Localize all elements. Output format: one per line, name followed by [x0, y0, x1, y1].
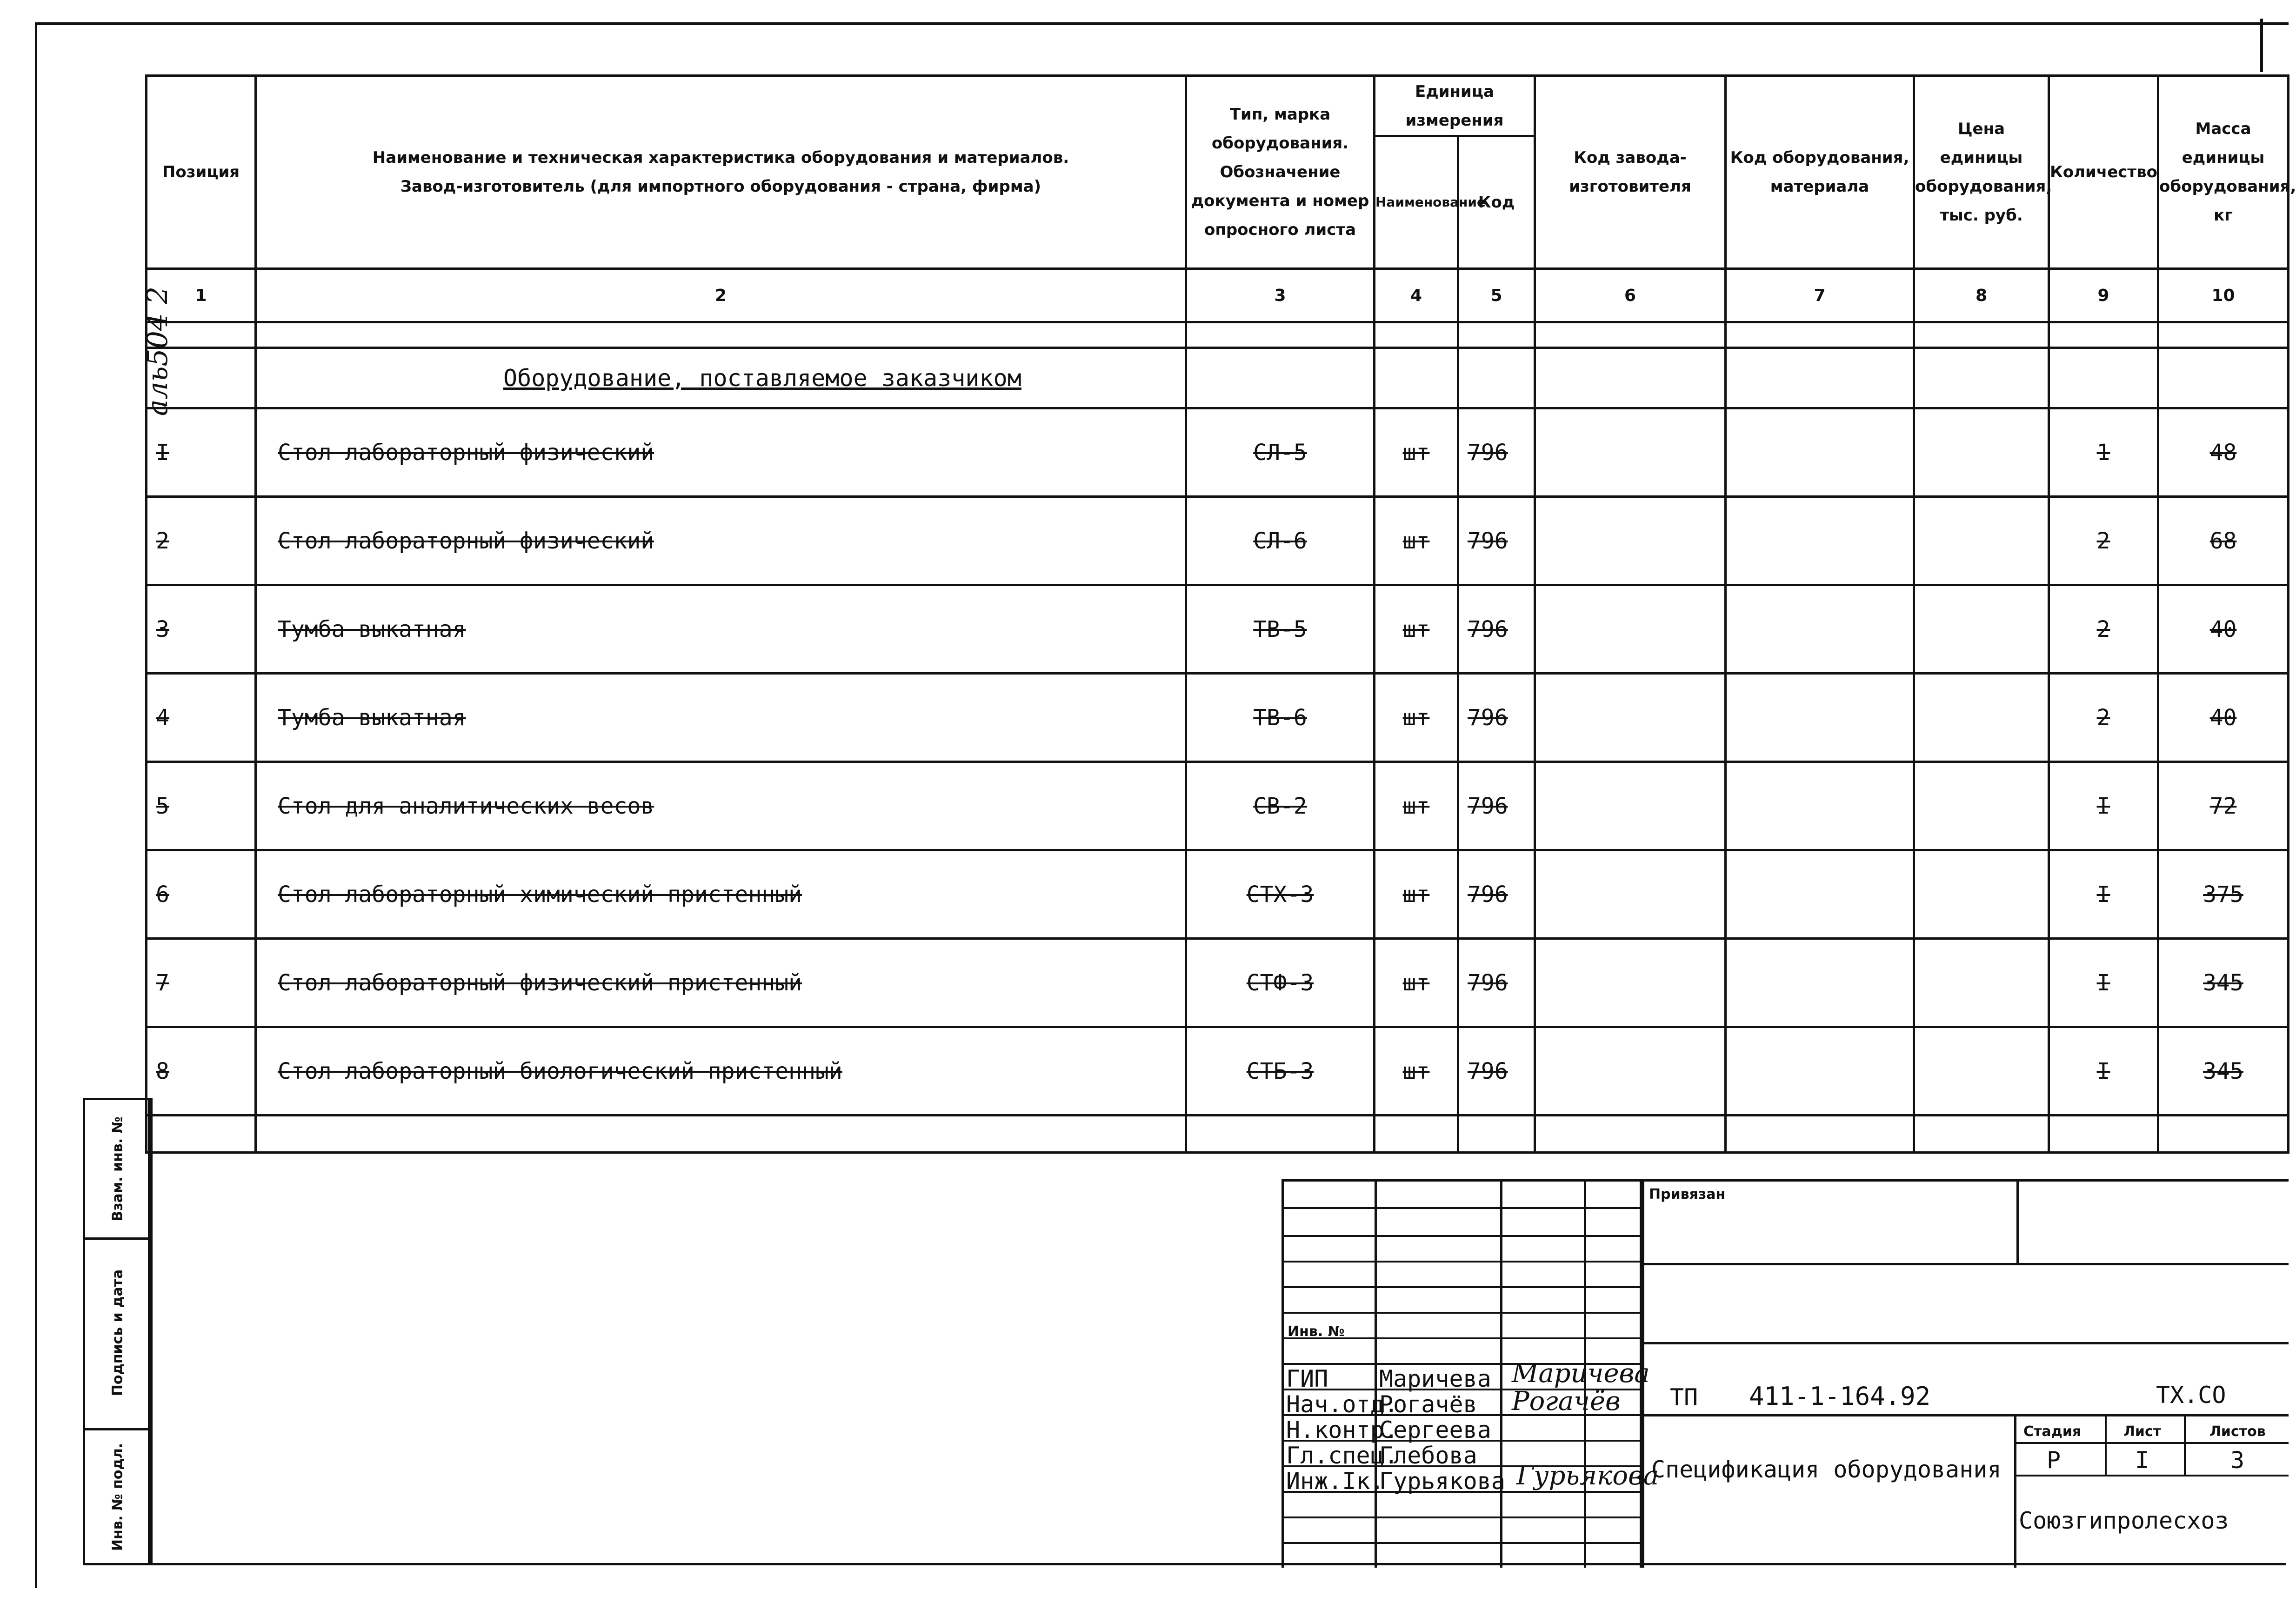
colnum-8: 8: [1914, 269, 2049, 322]
inv-podl-box: [83, 1430, 153, 1565]
row-unit: шт: [1375, 585, 1458, 674]
sheets-label: Листов: [2209, 1423, 2266, 1440]
row-name: Стол лабораторный физический: [256, 497, 1186, 585]
table-row: [147, 939, 2289, 1027]
row-mass: 48: [2158, 408, 2289, 497]
row-mass: 345: [2158, 1027, 2289, 1116]
doc-prefix: ТП: [1670, 1384, 1698, 1411]
row-unit: шт: [1375, 408, 1458, 497]
header-unit-name: Наименование: [1375, 136, 1458, 269]
row-code: 796: [1458, 408, 1535, 497]
podpis-data-label: Подпись и дата: [109, 1269, 126, 1396]
colnum-4: 4: [1375, 269, 1458, 322]
vzam-inv-box: [83, 1098, 153, 1240]
row-code: 796: [1458, 939, 1535, 1027]
row-name: Стол лабораторный физический: [256, 408, 1186, 497]
table-row: [147, 1027, 2289, 1116]
header-type: Тип, марка оборудования. Обозначение документа и номер опросного листа: [1186, 76, 1375, 269]
frame-corner: [2249, 19, 2263, 72]
organization: Союзгипролесхоз: [2019, 1507, 2229, 1534]
signature-inzh: Гурьякова: [1516, 1461, 1659, 1491]
row-mass: 72: [2158, 762, 2289, 850]
margin-right-line: [148, 1098, 150, 1563]
role-n-kontr: Н.контр.: [1286, 1416, 1398, 1443]
role-gip: ГИП: [1286, 1365, 1328, 1392]
header-position: Позиция: [147, 76, 256, 269]
colnum-9: 9: [2049, 269, 2158, 322]
row-quantity: I: [2049, 939, 2158, 1027]
row-type: СТФ-3: [1186, 939, 1375, 1027]
row-quantity: I: [2049, 850, 2158, 939]
header-price: Цена единицы оборудования, тыс. руб.: [1914, 76, 2049, 269]
row-name: Стол для аналитических весов: [256, 762, 1186, 850]
row-code: 796: [1458, 585, 1535, 674]
row-name: Стол лабораторный биологический пристенный: [256, 1027, 1186, 1116]
table-row: [147, 850, 2289, 939]
header-equipment-code: Код оборудования, материала: [1726, 76, 1914, 269]
stage-label: Стадия: [2023, 1423, 2082, 1440]
doc-code: ТХ.СО: [2156, 1382, 2226, 1409]
table-row: [147, 497, 2289, 585]
row-type: СВ-2: [1186, 762, 1375, 850]
section-title: Оборудование, поставляемое заказчиком: [256, 348, 1186, 408]
header-name-line2: Завод-изготовитель (для импортного оборудования - страна, фирма): [400, 177, 1041, 196]
row-type: СЛ-6: [1186, 497, 1375, 585]
row-name: Стол лабораторный физический пристенный: [256, 939, 1186, 1027]
colnum-1: 1: [147, 269, 256, 322]
row-mass: 375: [2158, 850, 2289, 939]
name-n-kontr: Сергеева: [1379, 1416, 1491, 1443]
header-plant-code: Код завода-изготовителя: [1535, 76, 1726, 269]
row-mass: 40: [2158, 674, 2289, 762]
section-row: [147, 348, 2289, 408]
colnum-6: 6: [1535, 269, 1726, 322]
row-mass: 40: [2158, 585, 2289, 674]
table-row: [147, 762, 2289, 850]
row-position: 5: [147, 762, 256, 850]
row-unit: шт: [1375, 1027, 1458, 1116]
column-number-row: [147, 269, 2289, 322]
row-unit: шт: [1375, 762, 1458, 850]
row-name: Тумба выкатная: [256, 674, 1186, 762]
row-unit: шт: [1375, 497, 1458, 585]
title-block: [1281, 1179, 2289, 1568]
row-unit: шт: [1375, 939, 1458, 1027]
header-mass: Масса единицы оборудования, кг: [2158, 76, 2289, 269]
stage-value: Р: [2047, 1447, 2061, 1474]
name-nach-otd: Рогачёв: [1379, 1391, 1477, 1418]
table-row: [147, 674, 2289, 762]
row-position: 3: [147, 585, 256, 674]
sheet-value: I: [2135, 1447, 2149, 1474]
name-gip: Маричева: [1379, 1365, 1491, 1392]
row-position: 2: [147, 497, 256, 585]
row-unit: шт: [1375, 850, 1458, 939]
doc-number: 411-1-164.92: [1749, 1382, 1931, 1411]
row-quantity: 2: [2049, 674, 2158, 762]
row-type: СТХ-3: [1186, 850, 1375, 939]
header-unit-code: Код: [1458, 136, 1535, 269]
row-quantity: I: [2049, 1027, 2158, 1116]
colnum-2: 2: [256, 269, 1186, 322]
row-position: 6: [147, 850, 256, 939]
sheet-label: Лист: [2123, 1423, 2162, 1440]
signature-gip: Маричева: [1512, 1358, 1650, 1389]
row-name: Тумба выкатная: [256, 585, 1186, 674]
table-row: [147, 408, 2289, 497]
row-code: 796: [1458, 762, 1535, 850]
colnum-7: 7: [1726, 269, 1914, 322]
name-inzh: Гурьякова: [1379, 1468, 1505, 1495]
row-quantity: 1: [2049, 408, 2158, 497]
colnum-5: 5: [1458, 269, 1535, 322]
header-name: [256, 76, 1186, 269]
role-gl-spec: Гл.спец.: [1286, 1442, 1398, 1469]
colnum-3: 3: [1186, 269, 1375, 322]
name-gl-spec: Глебова: [1379, 1442, 1477, 1469]
header-name-line1: Наименование и техническая характеристика оборудования и материалов.: [372, 148, 1069, 167]
row-type: ТВ-6: [1186, 674, 1375, 762]
row-code: 796: [1458, 674, 1535, 762]
row-type: ТВ-5: [1186, 585, 1375, 674]
role-inzh: Инж.Iк.: [1286, 1468, 1384, 1495]
row-quantity: 2: [2049, 497, 2158, 585]
sheets-value: 3: [2230, 1447, 2245, 1474]
role-nach-otd: Нач.отд.: [1286, 1391, 1398, 1418]
colnum-10: 10: [2158, 269, 2289, 322]
inv-podl-label: Инв. № подл.: [109, 1443, 126, 1551]
table-row: [147, 585, 2289, 674]
signature-nach-otd: Рогачёв: [1512, 1386, 1621, 1416]
row-type: СТБ-3: [1186, 1027, 1375, 1116]
row-position: 8: [147, 1027, 256, 1116]
row-position: 4: [147, 674, 256, 762]
margin-handnote: аль504 2: [141, 286, 174, 416]
header-quantity: Количество: [2049, 76, 2158, 269]
row-type: СЛ-5: [1186, 408, 1375, 497]
inv-no-label: Инв. №: [1288, 1323, 1345, 1340]
row-mass: 68: [2158, 497, 2289, 585]
row-quantity: I: [2049, 762, 2158, 850]
specification-table: [145, 74, 2296, 1154]
vzam-inv-label: Взам. инв. №: [109, 1116, 126, 1222]
row-position: 7: [147, 939, 256, 1027]
row-code: 796: [1458, 497, 1535, 585]
row-unit: шт: [1375, 674, 1458, 762]
privyazan-label: Привязан: [1649, 1186, 1726, 1202]
header-unit-group: Единица измерения: [1375, 76, 1535, 136]
row-code: 796: [1458, 1027, 1535, 1116]
row-quantity: 2: [2049, 585, 2158, 674]
doc-title: Спецификация оборудования: [1651, 1456, 2002, 1483]
row-mass: 345: [2158, 939, 2289, 1027]
podpis-data-box: [83, 1237, 153, 1430]
row-position: I: [147, 408, 256, 497]
row-code: 796: [1458, 850, 1535, 939]
row-name: Стол лабораторный химический пристенный: [256, 850, 1186, 939]
